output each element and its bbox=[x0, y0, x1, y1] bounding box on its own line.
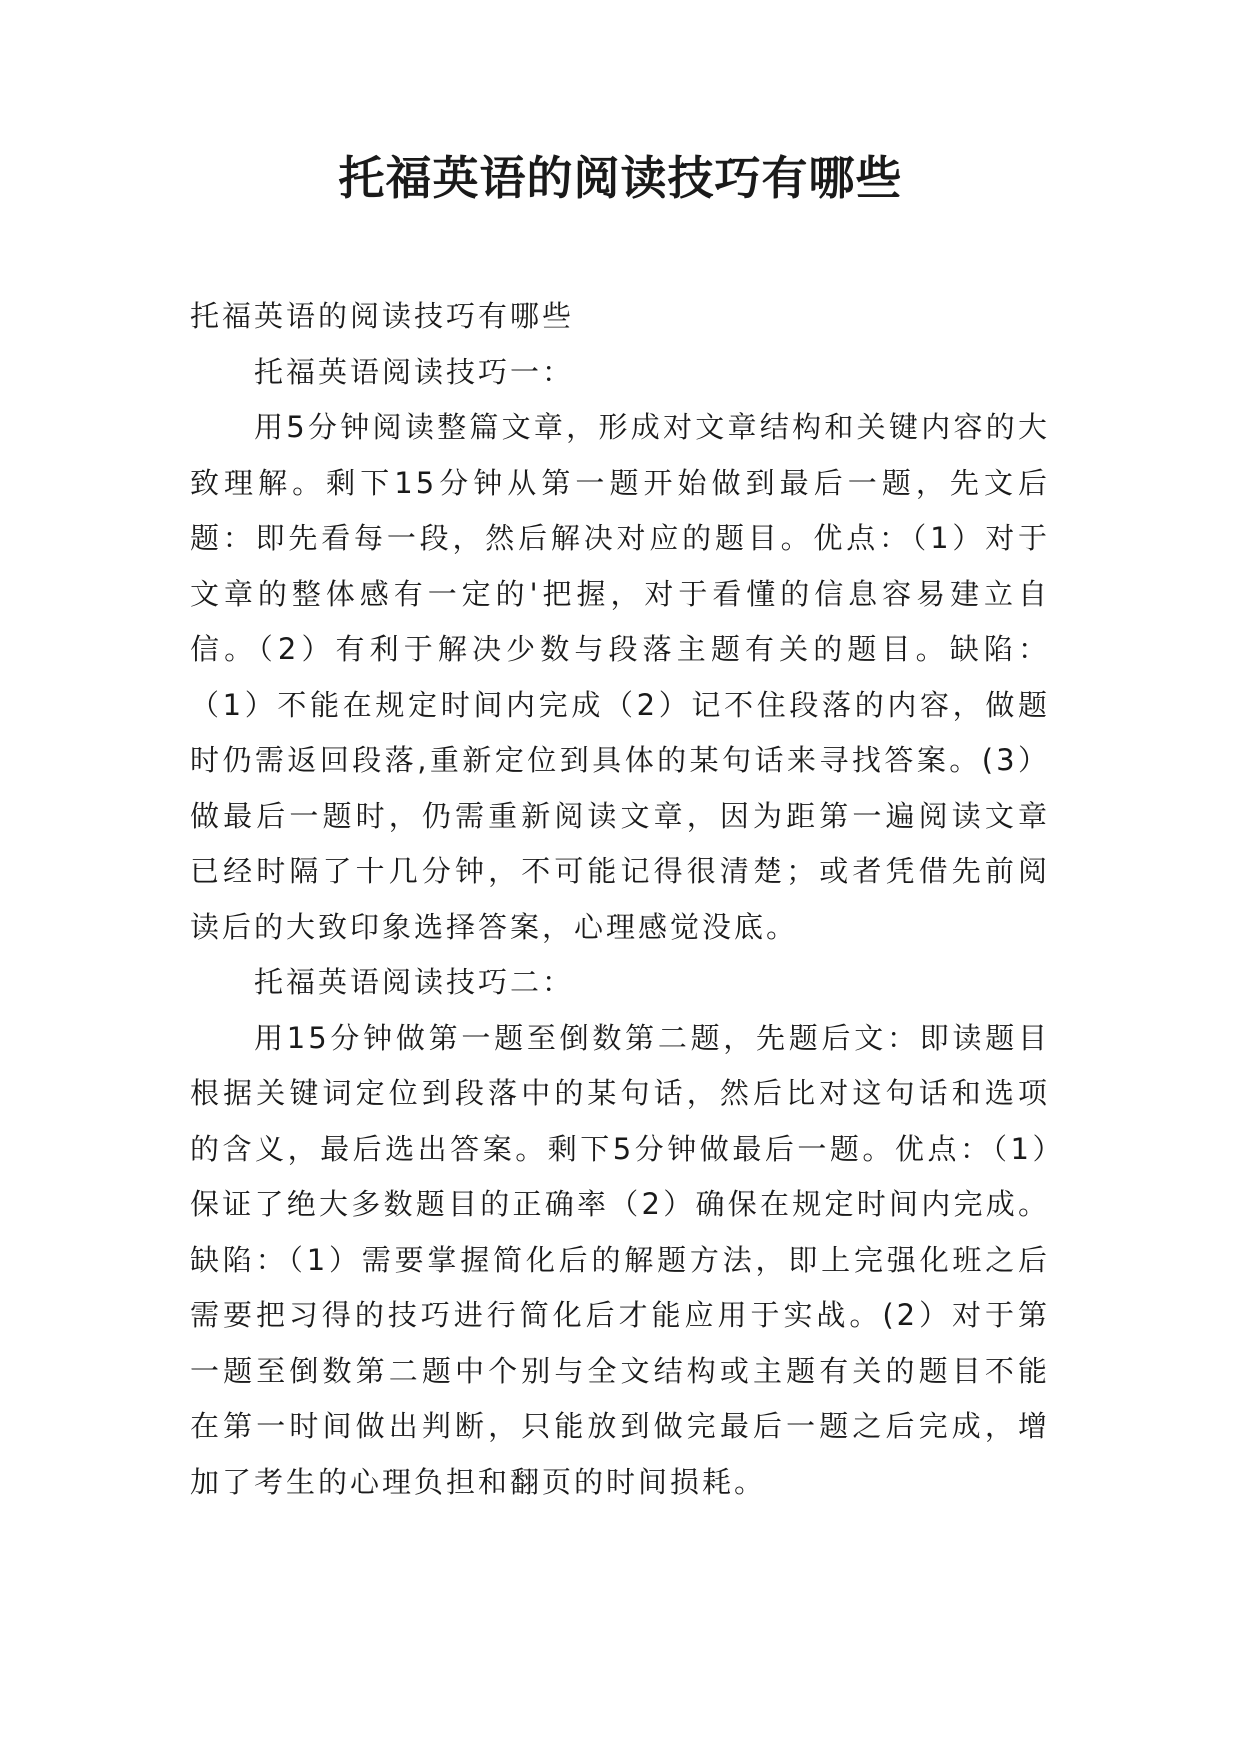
document-body bbox=[190, 289, 1050, 1510]
body-paragraph-1: 用5分钟阅读整篇文章，形成对文章结构和关键内容的大致理解。剩下15分钟从第一题开始做到最后一题，先文后题：即先看每一段，然后解决对应的题目。优点：（1）对于文章的整体感有一定的'把握，对于看懂的信息容易建立自信。（2）有利于解决少数与段落主题有关的题目。缺陷：（1）不能在规定时间内完成（2）记不住段落的内容，做题时仍需返回段落,重新定位到具体的某句话来寻找答案。(3）做最后一题时，仍需重新阅读文章，因为距第一遍阅读文章已经时隔了十几分钟，不可能记得很清楚；或者凭借先前阅读后的大致印象选择答案，心理感觉没底。 bbox=[190, 410, 1050, 944]
document-subtitle: 托福英语的阅读技巧有哪些 bbox=[190, 299, 575, 333]
document-title: 托福英语的阅读技巧有哪些 bbox=[338, 151, 903, 205]
section-heading-2: 托福英语阅读技巧二： bbox=[254, 965, 575, 999]
body-paragraph-2: 用15分钟做第一题至倒数第二题，先题后文：即读题目根据关键词定位到段落中的某句话，然后比对这句话和选项的含义，最后选出答案。剩下5分钟做最后一题。优点：（1）保证了绝大多数题目的正确率（2）确保在规定时间内完成。缺陷：（1）需要掌握简化后的解题方法，即上完强化班之后需要把习得的技巧进行简化后才能应用于实战。(2）对于第一题至倒数第二题中个别与全文结构或主题有关的题目不能在第一时间做出判断，只能放到做完最后一题之后完成，增加了考生的心理负担和翻页的时间损耗。 bbox=[190, 1020, 1050, 1499]
section-heading-1: 托福英语阅读技巧一： bbox=[254, 354, 575, 389]
